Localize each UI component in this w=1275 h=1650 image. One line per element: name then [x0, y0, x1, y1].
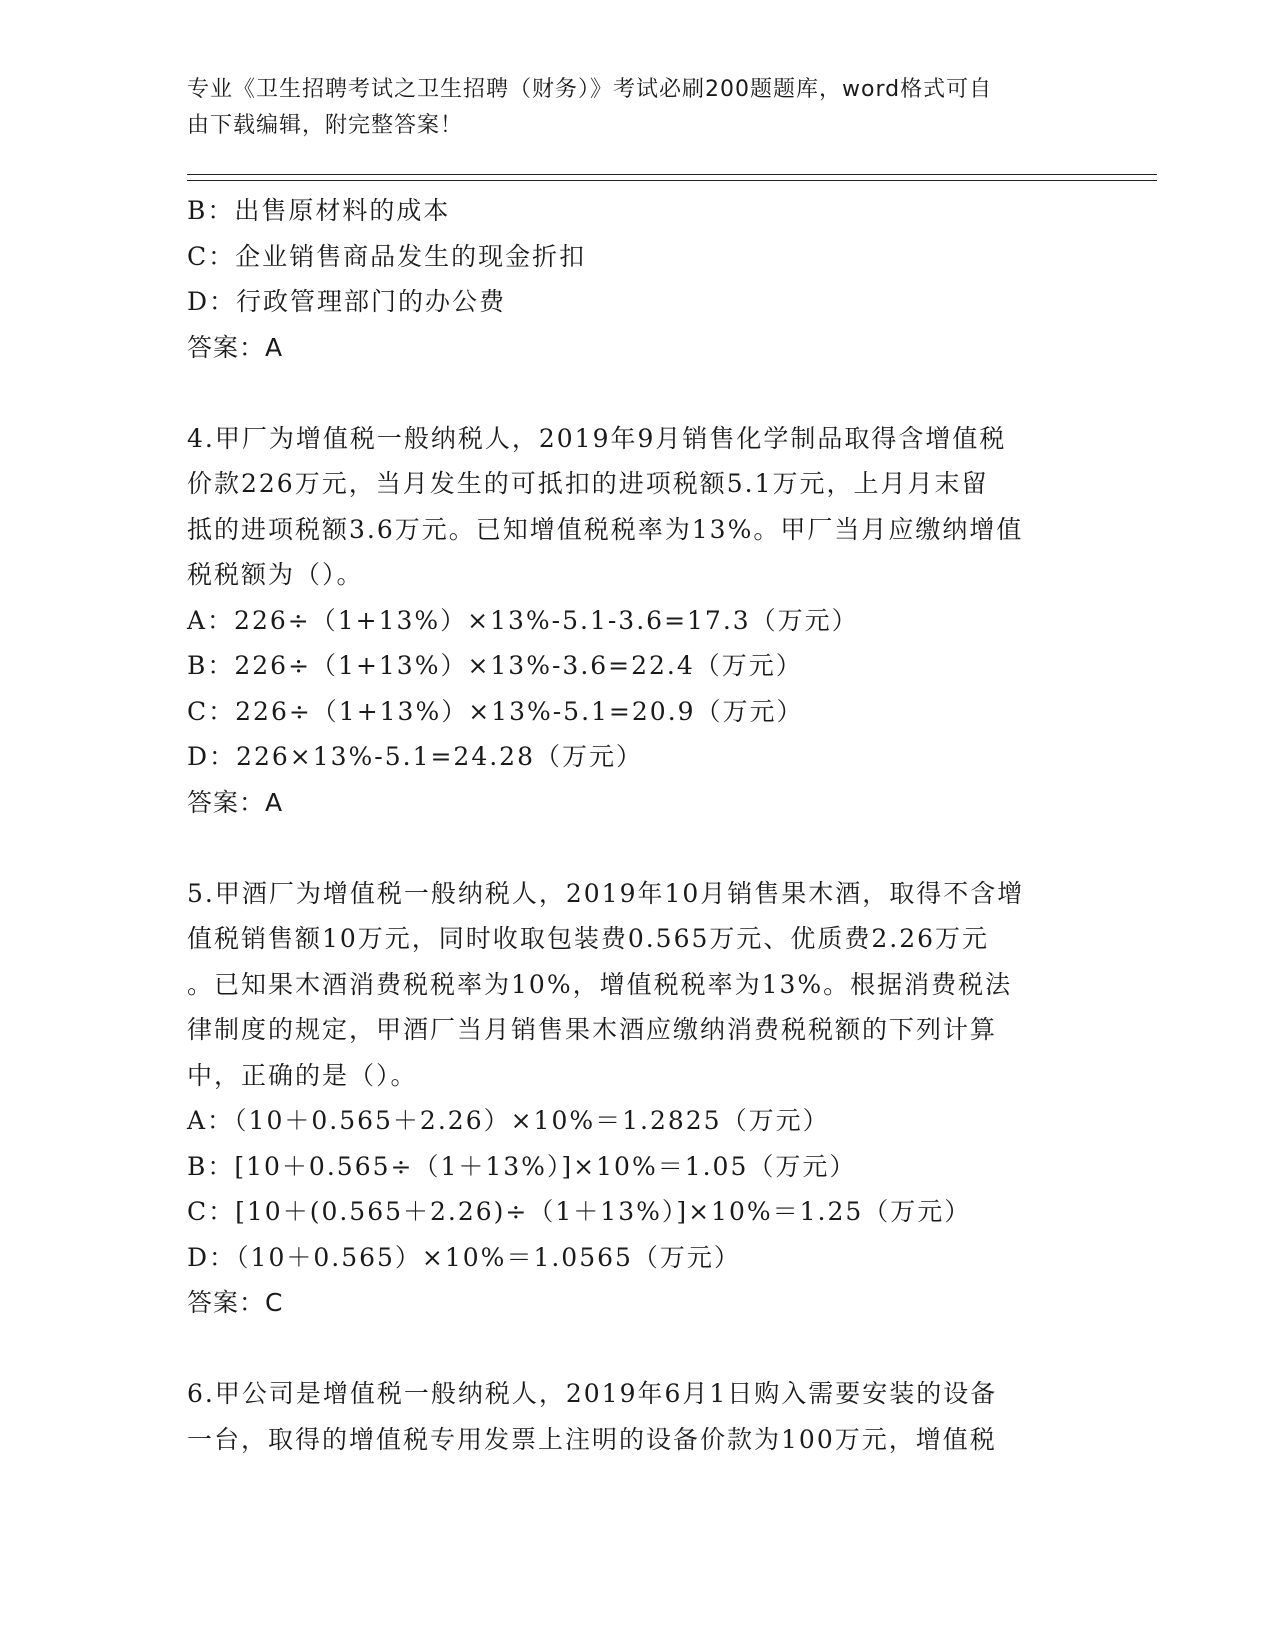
option-d: D：226×13%-5.1=24.28（万元） [187, 742, 643, 771]
question-3-tail [187, 188, 1087, 370]
spacer [187, 1326, 1087, 1372]
option-c: C：企业销售商品发生的现金折扣 [187, 241, 587, 271]
option-c: C：[10＋(0.565＋2.26)÷（1＋13%）]×10%＝1.25（万元） [187, 1197, 972, 1226]
question-stem-line: 4.甲厂为增值税一般纳税人，2019年9月销售化学制品取得含增值税 [187, 423, 1007, 453]
option-c: C：226÷（1+13%）×13%-5.1=20.9（万元） [187, 696, 804, 726]
option-b: B：[10＋0.565÷（1＋13%）]×10%＝1.05（万元） [187, 1151, 857, 1181]
option-b: B：226÷（1+13%）×13%-3.6=22.4（万元） [187, 651, 803, 680]
option-d: D：行政管理部门的办公费 [187, 287, 507, 316]
answer: 答案：A [187, 787, 284, 817]
question-stem-line: 值税销售额10万元，同时收取包装费0.565万元、优质费2.26万元 [187, 924, 990, 953]
question-5 [187, 871, 1087, 1326]
question-stem-line: 律制度的规定，甲酒厂当月销售果木酒应缴纳消费税税额的下列计算 [187, 1015, 998, 1044]
option-a: A：226÷（1+13%）×13%-5.1-3.6=17.3（万元） [187, 605, 859, 635]
question-stem-line: 抵的进项税额3.6万元。已知增值税税率为13%。甲厂当月应缴纳增值 [187, 514, 1024, 544]
answer: 答案：A [187, 332, 284, 362]
document-body [187, 188, 1087, 1462]
question-stem-line: 一台，取得的增值税专用发票上注明的设备价款为100万元，增值税 [187, 1424, 997, 1454]
question-6 [187, 1371, 1087, 1462]
question-stem-line: 6.甲公司是增值税一般纳税人，2019年6月1日购入需要安装的设备 [187, 1379, 998, 1408]
header-divider-top [187, 174, 1157, 175]
question-stem-line: 。已知果木酒消费税税率为10%，增值税税率为13%。根据消费税法 [187, 969, 1013, 999]
question-4 [187, 416, 1087, 826]
question-stem-line: 税税额为（）。 [187, 560, 364, 589]
option-d: D：（10＋0.565）×10%＝1.0565（万元） [187, 1242, 741, 1272]
question-stem-line: 中，正确的是（）。 [187, 1060, 418, 1090]
answer: 答案：C [187, 1288, 284, 1317]
option-a: A：（10＋0.565＋2.26）×10%＝1.2825（万元） [187, 1106, 830, 1135]
header-line-1: 专业《卫生招聘考试之卫生招聘（财务）》考试必刷200题题库，word格式可自 [187, 77, 993, 102]
spacer [187, 825, 1087, 871]
option-b: B：出售原材料的成本 [187, 196, 451, 225]
question-stem-line: 5.甲酒厂为增值税一般纳税人，2019年10月销售果木酒，取得不含增 [187, 878, 1025, 908]
spacer [187, 370, 1087, 416]
document-header [187, 72, 1087, 144]
header-line-2: 由下载编辑，附完整答案！ [187, 113, 464, 138]
header-divider-bottom [187, 180, 1157, 181]
question-stem-line: 价款226万元，当月发生的可抵扣的进项税额5.1万元，上月月末留 [187, 469, 989, 498]
